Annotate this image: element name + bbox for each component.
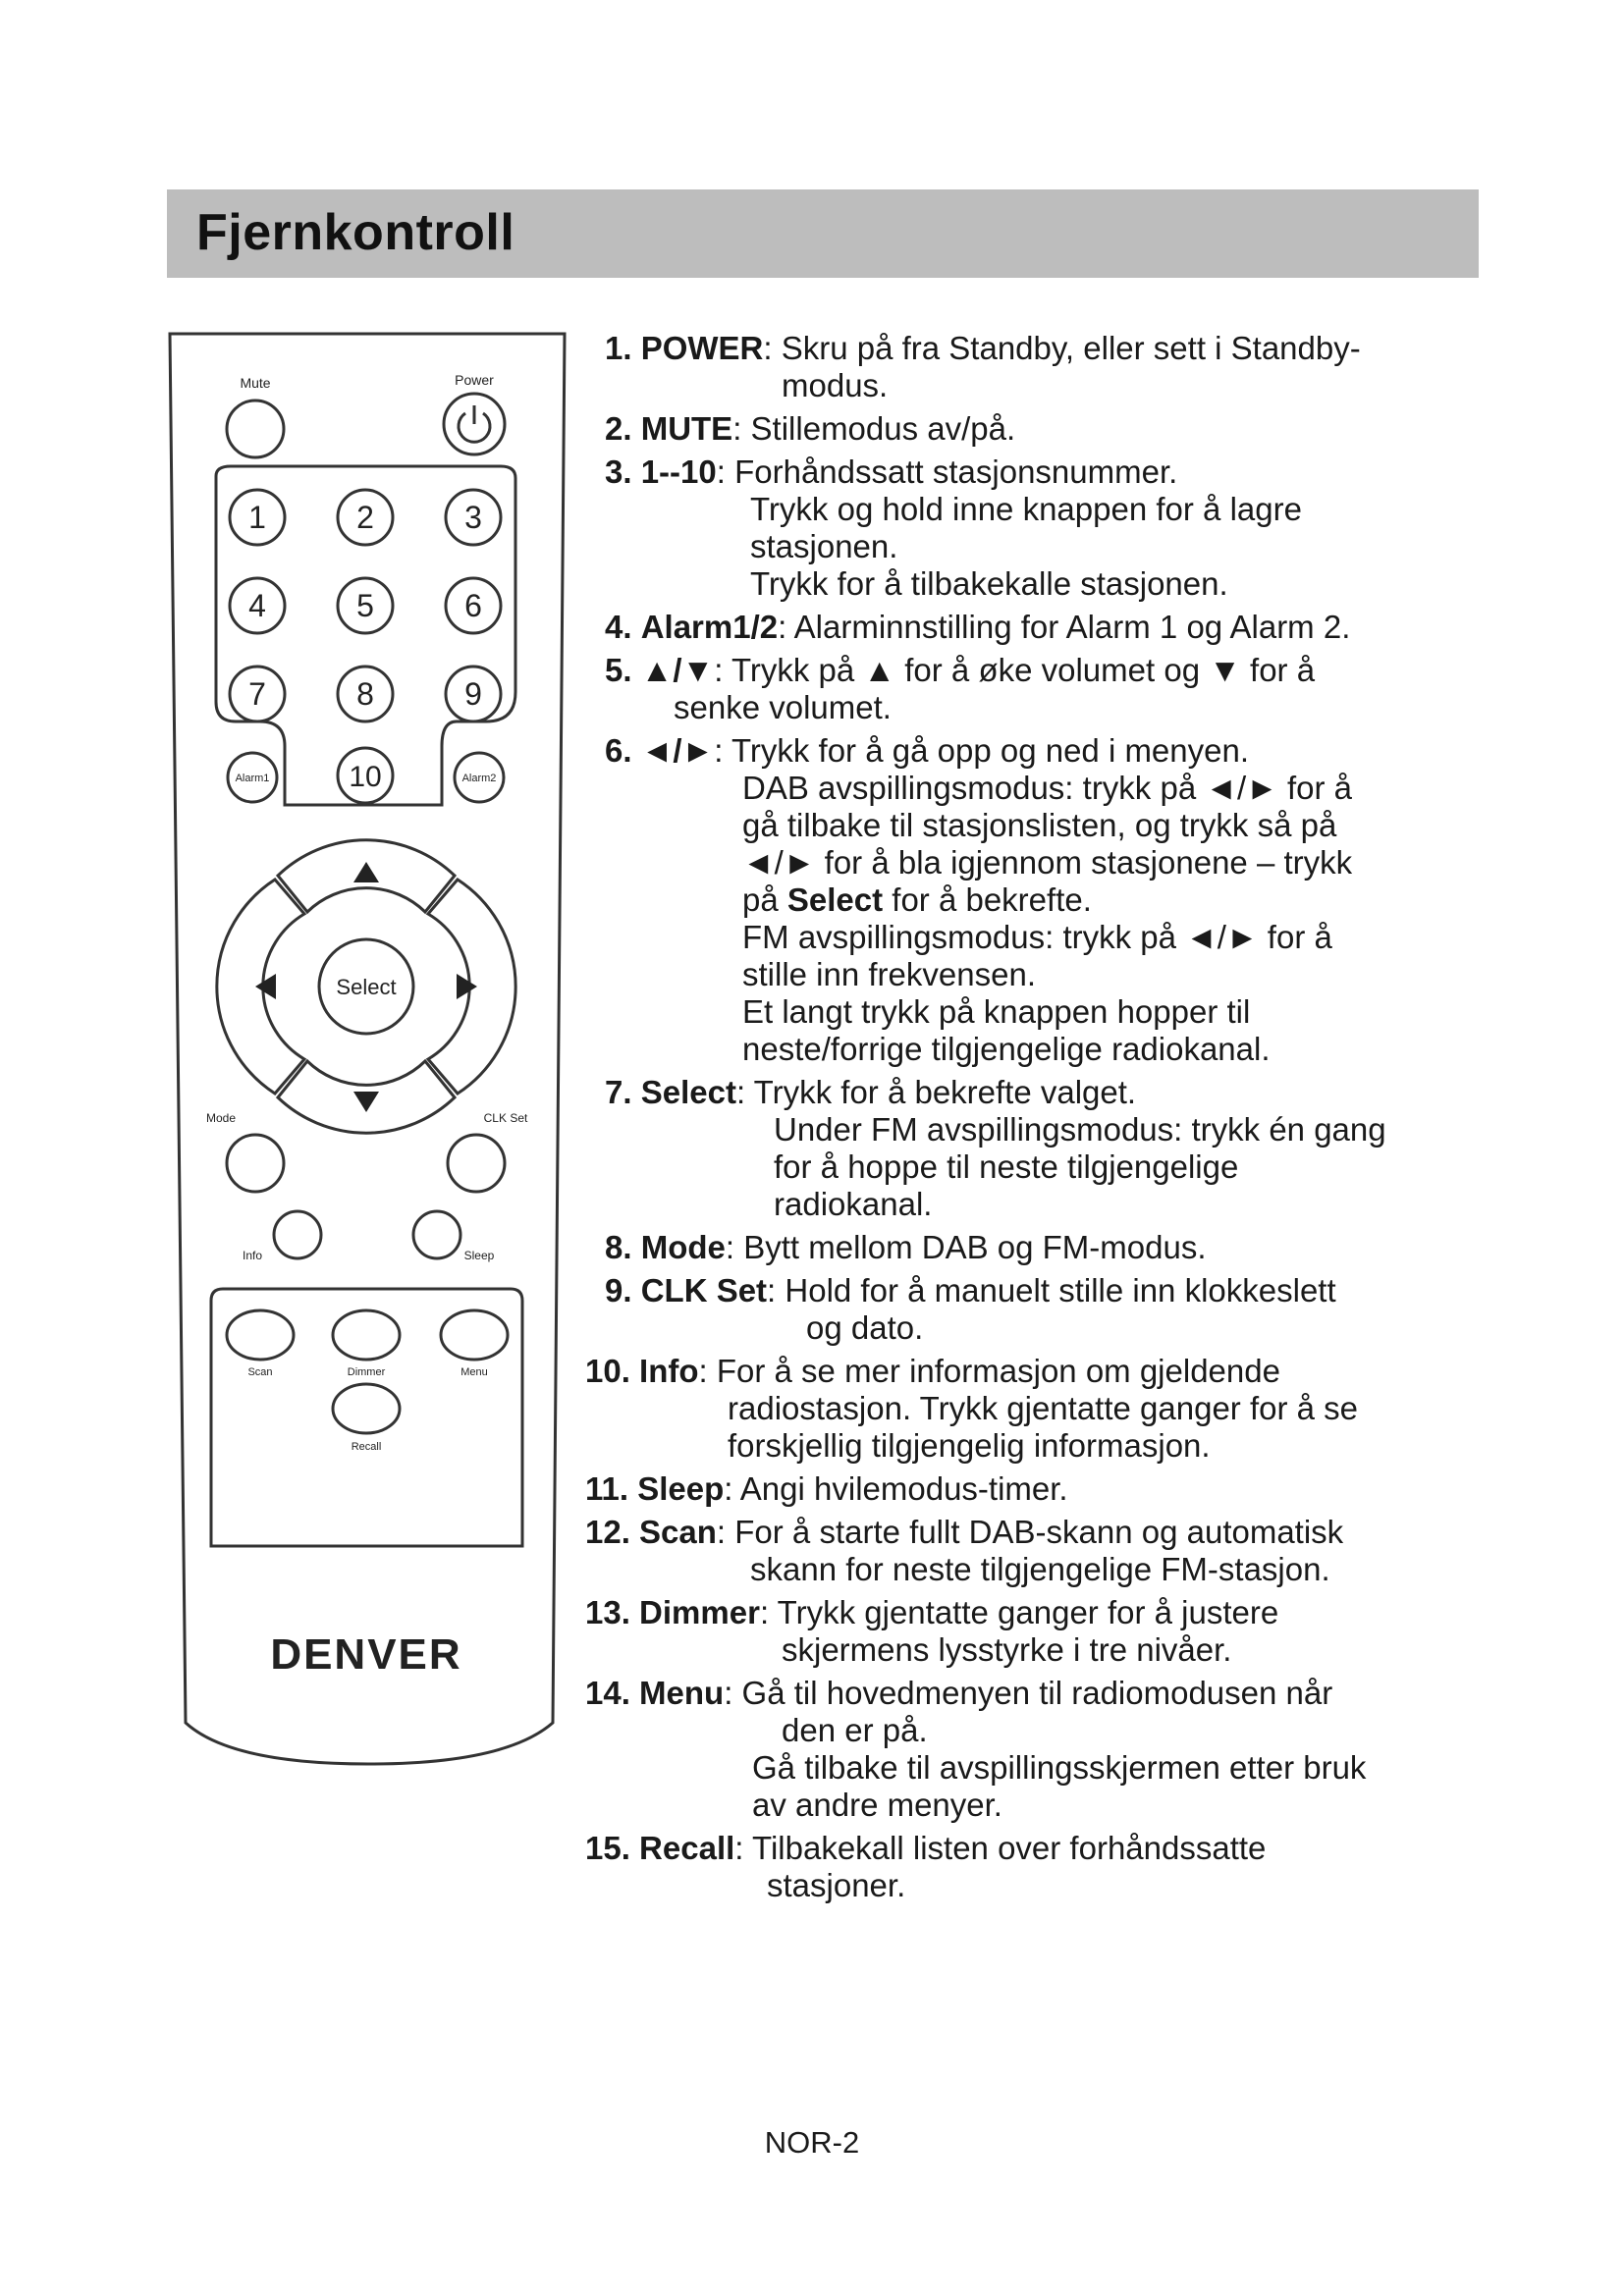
clk-set-button <box>448 1135 505 1192</box>
list-item <box>577 454 1520 603</box>
dimmer-label: Dimmer <box>347 1366 386 1378</box>
item-text: : Trykk for å bekrefte valget. <box>735 1074 1137 1110</box>
list-item <box>577 330 1520 404</box>
item-line: Trykk for å tilbakekalle stasjonen. <box>750 565 1228 602</box>
item-text: : Gå til hovedmenyen til radiomodusen når <box>724 1675 1333 1711</box>
item-text: : For å starte fullt DAB-skann og automatisk <box>716 1514 1344 1550</box>
menu-label: Menu <box>460 1366 488 1378</box>
number-9-label: 9 <box>464 676 482 712</box>
list-item <box>577 1074 1520 1223</box>
item-key: Select <box>640 1074 736 1110</box>
item-line: for å hoppe til neste tilgjengelige <box>774 1148 1239 1185</box>
recall-label: Recall <box>351 1441 382 1453</box>
item-line: stasjoner. <box>767 1867 906 1903</box>
item-line: Under FM avspillingsmodus: trykk én gang <box>774 1111 1386 1148</box>
number-2-label: 2 <box>356 500 374 535</box>
item-number: 8. <box>605 1229 632 1265</box>
item-key: MUTE <box>640 410 733 447</box>
recall-button <box>333 1384 400 1433</box>
item-line: forskjellig tilgjengelig informasjon. <box>728 1427 1211 1464</box>
item-key: ▲/▼ <box>640 652 715 688</box>
item-line: DAB avspillingsmodus: trykk på ◄/► for å <box>742 770 1353 806</box>
item-line: gå tilbake til stasjonslisten, og trykk så på <box>742 807 1337 843</box>
remote-control-illustration <box>162 329 574 1767</box>
mode-button <box>227 1135 284 1192</box>
select-label: Select <box>336 975 397 999</box>
item-line: stille inn frekvensen. <box>742 956 1036 992</box>
item-number: 10. <box>585 1353 630 1389</box>
item-line: Trykk og hold inne knappen for å lagre <box>750 491 1302 527</box>
item-line: neste/forrige tilgjengelige radiokanal. <box>742 1031 1271 1067</box>
item-number: 4. <box>605 609 632 645</box>
item-key: CLK Set <box>640 1272 768 1308</box>
item-text: : Trykk på ▲ for å øke volumet og ▼ for å <box>714 652 1316 688</box>
item-number: 11. <box>585 1470 629 1507</box>
list-item <box>577 1675 1520 1824</box>
page-title: Fjernkontroll <box>196 204 515 261</box>
item-line: Gå tilbake til avspillingsskjermen etter bruk <box>752 1749 1367 1786</box>
number-7-label: 7 <box>248 676 266 712</box>
item-key: POWER <box>640 330 764 366</box>
item-key: Info <box>639 1353 699 1389</box>
item-text: : Tilbakekall listen over forhåndssatte <box>734 1830 1267 1866</box>
section-header <box>167 189 1479 278</box>
item-line: stasjonen. <box>750 528 898 564</box>
item-number: 9. <box>605 1272 632 1308</box>
menu-button <box>441 1310 508 1360</box>
arrow-down-icon <box>353 1092 379 1112</box>
item-line: den er på. <box>782 1712 928 1748</box>
item-text: : Trykk gjentatte ganger for å justere <box>759 1594 1279 1630</box>
item-text: : Trykk for å gå opp og ned i menyen. <box>714 732 1250 769</box>
item-line: skann for neste tilgjengelige FM-stasjon. <box>750 1551 1330 1587</box>
item-key: Scan <box>639 1514 717 1550</box>
mode-label: Mode <box>205 1111 237 1125</box>
item-text: : Skru på fra Standby, eller sett i Standby- <box>763 330 1361 366</box>
number-3-label: 3 <box>464 500 482 535</box>
item-line: modus. <box>782 367 889 403</box>
item-text: : Forhåndssatt stasjonsnummer. <box>716 454 1178 490</box>
item-key: Alarm1/2 <box>640 609 779 645</box>
number-10-label: 10 <box>349 761 382 793</box>
lower-panel-frame <box>211 1289 522 1546</box>
item-number: 15. <box>585 1830 630 1866</box>
number-1-label: 1 <box>248 500 266 535</box>
arrow-right-icon <box>457 974 477 999</box>
item-number: 2. <box>605 410 632 447</box>
item-select-line: på Select for å bekrefte. <box>742 881 1092 918</box>
item-line: av andre menyer. <box>752 1787 1002 1823</box>
item-line: skjermens lysstyrke i tre nivåer. <box>782 1631 1232 1668</box>
item-line: og dato. <box>806 1309 924 1346</box>
number-5-label: 5 <box>356 588 374 623</box>
item-key: Recall <box>639 1830 735 1866</box>
item-line: Et langt trykk på knappen hopper til <box>742 993 1251 1030</box>
sleep-label: Sleep <box>463 1249 495 1262</box>
number-6-label: 6 <box>464 588 482 623</box>
list-item <box>577 1272 1520 1347</box>
item-text: : For å se mer informasjon om gjeldende <box>698 1353 1280 1389</box>
button-description-list <box>577 330 1520 1910</box>
number-8-label: 8 <box>356 676 374 712</box>
power-label: Power <box>455 372 494 388</box>
item-number: 5. <box>605 652 632 688</box>
scan-label: Scan <box>247 1366 273 1378</box>
list-item <box>577 1229 1520 1266</box>
item-text: : Alarminnstilling for Alarm 1 og Alarm 2. <box>778 609 1351 645</box>
mute-label: Mute <box>240 375 271 391</box>
item-line: FM avspillingsmodus: trykk på ◄/► for å <box>742 919 1332 955</box>
item-line: radiostasjon. Trykk gjentatte ganger for å se <box>728 1390 1359 1426</box>
item-number: 6. <box>605 732 632 769</box>
list-item <box>577 410 1520 448</box>
number-4-label: 4 <box>248 588 266 623</box>
list-item <box>577 652 1520 726</box>
item-number: 13. <box>585 1594 630 1630</box>
item-text: : Hold for å manuelt stille inn klokkeslett <box>767 1272 1336 1308</box>
alarm1-label: Alarm1 <box>235 773 270 784</box>
item-text: : Stillemodus av/på. <box>732 410 1016 447</box>
mute-button <box>227 400 284 457</box>
item-key: Dimmer <box>639 1594 760 1630</box>
item-line: ◄/► for å bla igjennom stasjonene – trykk <box>742 844 1353 881</box>
info-button <box>274 1211 321 1258</box>
item-text: : Angi hvilemodus-timer. <box>724 1470 1068 1507</box>
item-text: : Bytt mellom DAB og FM-modus. <box>725 1229 1207 1265</box>
remote-body <box>170 334 565 1764</box>
page-number: NOR-2 <box>764 2125 860 2160</box>
list-item <box>577 609 1520 646</box>
info-label: Info <box>242 1249 263 1262</box>
alarm2-label: Alarm2 <box>461 773 497 784</box>
list-item <box>577 1470 1520 1508</box>
list-item <box>577 1353 1520 1465</box>
list-item <box>577 1514 1520 1588</box>
item-number: 7. <box>605 1074 632 1110</box>
item-key: Sleep <box>637 1470 725 1507</box>
item-number: 14. <box>585 1675 630 1711</box>
sleep-button <box>413 1211 460 1258</box>
brand-logo: DENVER <box>270 1630 462 1679</box>
item-number: 1. <box>605 330 632 366</box>
item-key: 1--10 <box>640 454 717 490</box>
arrow-left-icon <box>255 974 276 999</box>
scan-button <box>227 1310 294 1360</box>
clk-set-label: CLK Set <box>483 1111 528 1125</box>
list-item <box>577 1594 1520 1669</box>
item-number: 3. <box>605 454 632 490</box>
item-key: ◄/► <box>640 732 715 769</box>
arrow-up-icon <box>353 862 379 882</box>
dimmer-button <box>333 1310 400 1360</box>
item-key: Menu <box>639 1675 725 1711</box>
item-number: 12. <box>585 1514 630 1550</box>
item-line: senke volumet. <box>674 689 892 725</box>
item-key: Mode <box>640 1229 726 1265</box>
list-item <box>577 732 1520 1068</box>
item-line: radiokanal. <box>774 1186 933 1222</box>
list-item <box>577 1830 1520 1904</box>
